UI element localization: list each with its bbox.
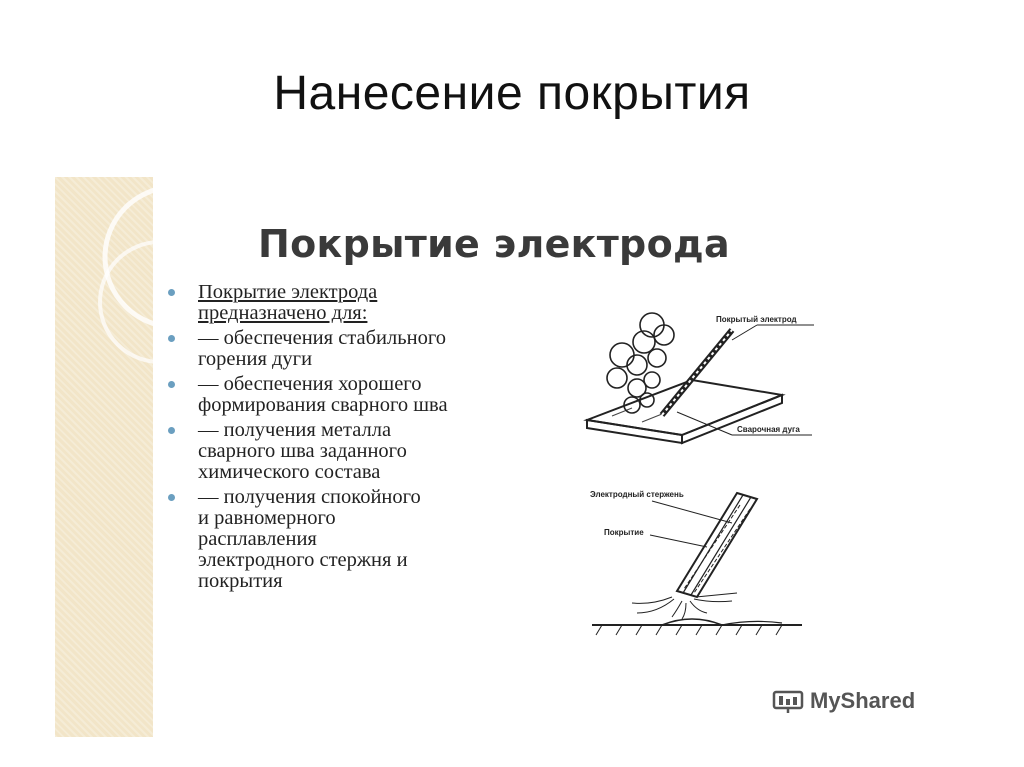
label-electrode-rod: Электродный стержень <box>590 490 684 499</box>
arc-sparks <box>632 593 737 619</box>
bullet-text: — обеспечения хорошего формирования сварного шва <box>198 373 448 416</box>
bullet-dot <box>168 381 175 388</box>
figure-heading: Покрытие электрода <box>258 222 730 266</box>
bullet-dot <box>168 427 175 434</box>
watermark <box>772 686 915 716</box>
bullet-dot <box>168 494 175 501</box>
slide-title: Нанесение покрытия <box>273 67 751 120</box>
label-welding-arc: Сварочная дуга <box>737 425 800 434</box>
bullet-list <box>168 282 548 596</box>
list-item <box>168 487 548 592</box>
label-coated-electrode: Покрытый электрод <box>716 315 797 324</box>
bullet-text: — обеспечения стабильного горения дуги <box>198 327 446 370</box>
brand-name: MyShared <box>810 688 916 713</box>
bullet-text: — получения спокойного и равномерного расплавления электродного стержня и покрытия <box>198 486 421 592</box>
decorative-strip <box>55 177 153 737</box>
label-coating: Покрытие <box>604 528 644 537</box>
list-item <box>168 420 548 483</box>
coated-electrode-diagram <box>582 300 822 450</box>
electrode-section-diagram <box>582 485 812 645</box>
bullet-text: — получения металла сварного шва заданного химического состава <box>198 419 407 483</box>
electrode <box>662 330 732 415</box>
list-item <box>168 282 548 324</box>
bullet-text: Покрытие электрода предназначено для: <box>198 281 378 324</box>
list-item <box>168 328 548 370</box>
bullet-dot <box>168 335 175 342</box>
base-metal <box>592 619 802 635</box>
electrode-section <box>677 493 757 597</box>
bullet-dot <box>168 289 175 296</box>
smoke-cloud <box>607 313 674 413</box>
list-item <box>168 374 548 416</box>
myshared-logo-icon <box>772 688 804 714</box>
